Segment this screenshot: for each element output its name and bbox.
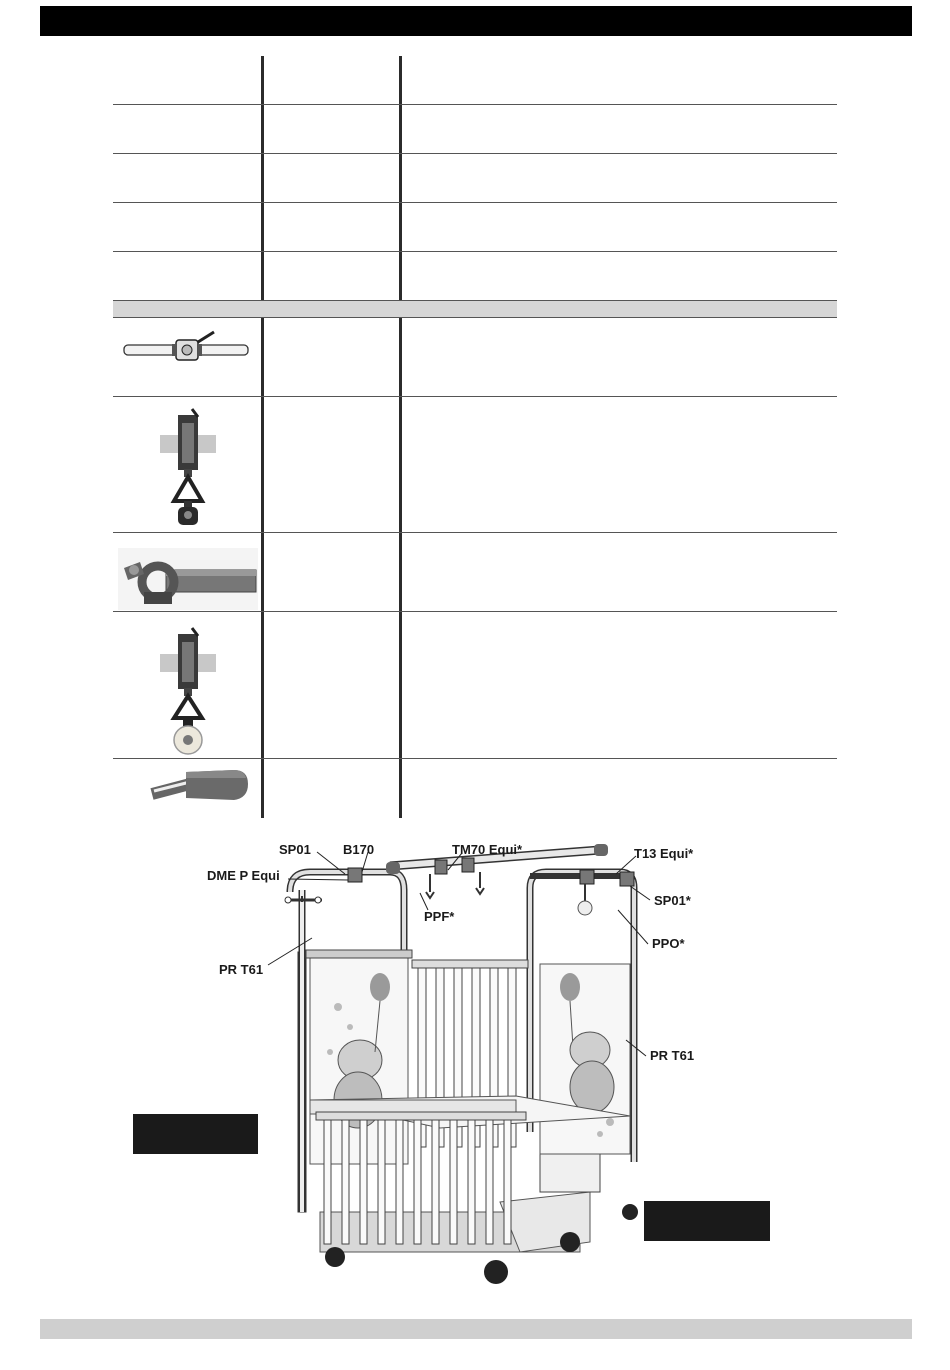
table-row-divider — [113, 396, 837, 397]
section-band — [113, 300, 837, 318]
callout-ppf: PPF* — [424, 909, 455, 924]
callout-b170: B170 — [343, 842, 375, 857]
table-row-divider — [113, 251, 837, 252]
table-row-divider — [113, 532, 837, 533]
callout-sp01: SP01 — [279, 842, 311, 857]
footer-bar — [40, 1319, 912, 1339]
clamp-bar-icon — [118, 548, 258, 610]
label-box-right — [644, 1201, 770, 1241]
table-column-divider — [399, 56, 402, 818]
table-row-divider — [113, 758, 837, 759]
callout-t13: T13 Equi* — [634, 846, 694, 861]
label-box-left — [133, 1114, 258, 1154]
callout-pr-t61-right: PR T61 — [650, 1048, 695, 1063]
hanging-hook-weight-icon — [158, 405, 218, 529]
table-row-divider — [113, 202, 837, 203]
hanging-hook-pulley-icon — [158, 626, 218, 756]
table-column-divider — [261, 56, 264, 818]
callout-pr-t61-left: PR T61 — [219, 962, 264, 977]
header-bar — [40, 6, 912, 36]
table-row-divider — [113, 611, 837, 612]
callout-tm70: TM70 Equi* — [452, 842, 523, 857]
callout-sp01-right: SP01* — [654, 893, 691, 908]
table-row-divider — [113, 153, 837, 154]
table-row-divider — [113, 104, 837, 105]
callout-dme: DME P Equi — [207, 868, 280, 883]
tube-with-clamp-icon — [118, 330, 254, 370]
tube-end-cap-icon — [150, 764, 250, 806]
callout-ppo: PPO* — [652, 936, 685, 951]
